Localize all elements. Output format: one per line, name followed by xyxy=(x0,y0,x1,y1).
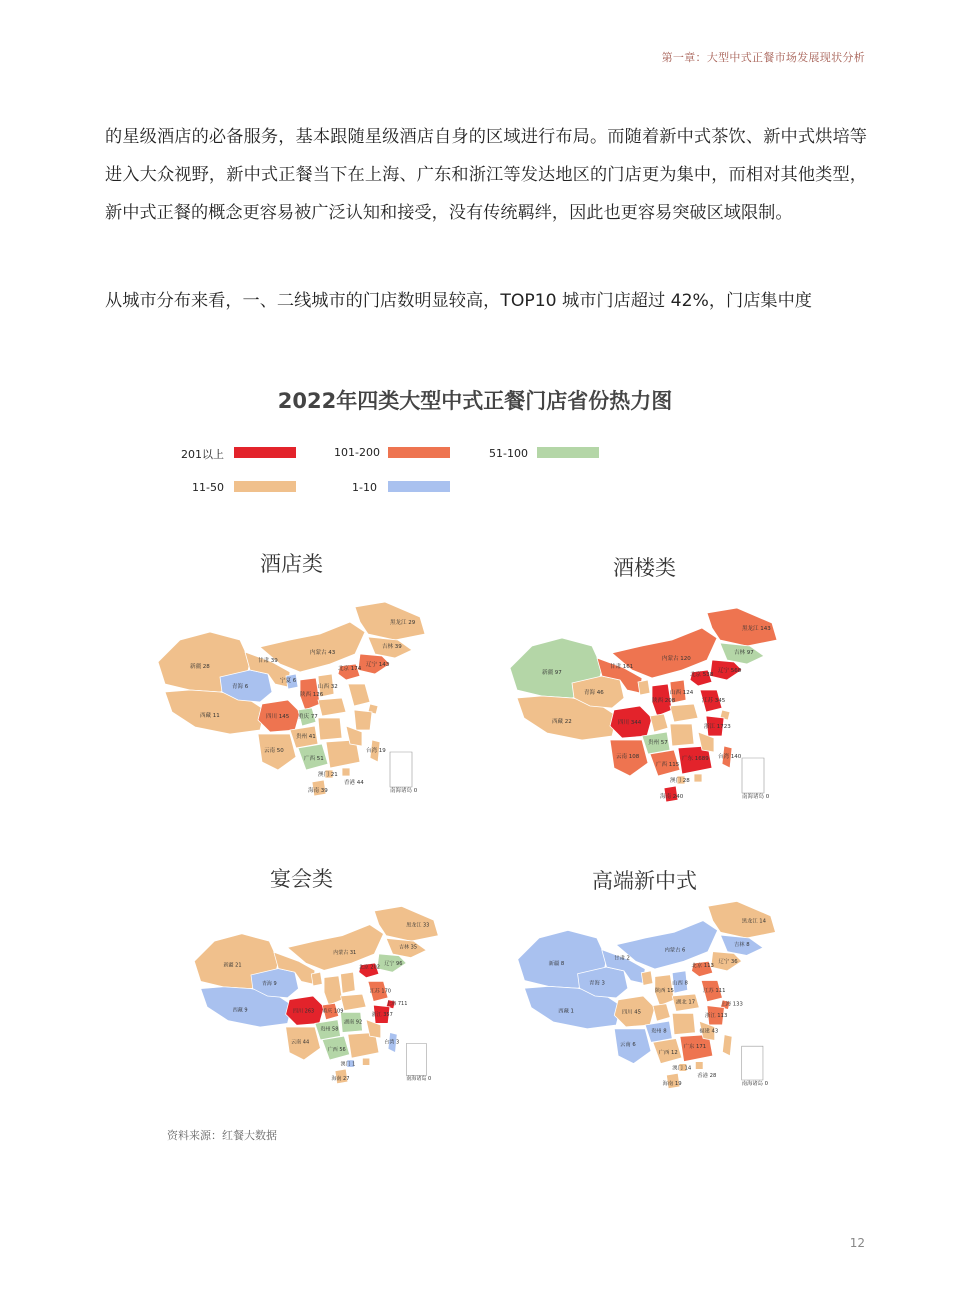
province-label: 西藏 22 xyxy=(552,719,572,725)
legend-swatch-1 xyxy=(388,481,450,492)
legend-label-201: 201以上 xyxy=(181,448,224,461)
province-label: 北京 113 xyxy=(691,963,714,970)
province-label: 澳门 14 xyxy=(672,1065,692,1072)
province-label: 西藏 1 xyxy=(558,1008,574,1015)
province-重庆 xyxy=(650,714,668,732)
province-label: 江苏 111 xyxy=(703,988,726,995)
province-label: 广西 56 xyxy=(327,1046,346,1053)
province-label: 江苏 170 xyxy=(369,988,391,995)
province-label: 云南 6 xyxy=(620,1042,636,1049)
body-paragraph-2: 从城市分布来看，一、二线城市的门店数明显较高，TOP10 城市门店超过 42%，门店集中度 xyxy=(105,291,812,311)
province-label: 辽宁 568 xyxy=(718,668,742,674)
province-label: 青海 6 xyxy=(232,684,249,690)
province-label: 吉林 39 xyxy=(382,644,402,650)
province-label: 甘肃 161 xyxy=(610,664,634,670)
province-label: 贵州 41 xyxy=(296,734,316,740)
province-label: 广西 51 xyxy=(304,756,324,762)
province-label: 广西 115 xyxy=(656,762,680,768)
legend-swatch-201 xyxy=(234,447,296,458)
province-label: 陕西 15 xyxy=(654,988,674,995)
province-浙江 xyxy=(354,710,372,730)
province-label: 四川 145 xyxy=(266,714,290,720)
map-restaurant xyxy=(502,598,792,813)
province-label: 黑龙江 14 xyxy=(741,918,767,925)
province-香港 xyxy=(342,768,350,776)
map-title-banquet: 宴会类 xyxy=(270,867,333,891)
province-label: 吉林 97 xyxy=(734,650,754,656)
legend-swatch-101 xyxy=(388,447,450,458)
province-label: 北京 202 xyxy=(358,964,380,971)
province-重庆 xyxy=(653,1004,670,1021)
province-香港 xyxy=(695,1062,703,1070)
legend-label-1: 1-10 xyxy=(352,481,377,494)
body-paragraph-1: 的星级酒店的必备服务，基本跟随星级酒店自身的区域进行布局。而随着新中式茶饮、新中式烘培等进入大众视野，新中式正餐当下在上海、广东和浙江等发达地区的门店更为集中，而相对其他类型，新中式正餐的概念更容易被广泛认知和接受，没有传统羁绊，因此也更容易突破区域限制。 xyxy=(105,127,867,223)
legend-swatch-11 xyxy=(234,481,296,492)
province-南海诸岛 xyxy=(742,1046,763,1080)
figure-title: 2022年四类大型中式正餐门店省份热力图 xyxy=(277,389,673,413)
map-title-premium: 高端新中式 xyxy=(592,869,697,893)
province-label: 陕西 208 xyxy=(652,698,676,704)
province-label: 广东 1689 xyxy=(682,756,709,762)
province-label: 重庆 109 xyxy=(322,1008,344,1015)
province-label: 上海 711 xyxy=(386,1001,408,1008)
province-label: 福建 43 xyxy=(699,1028,719,1035)
province-label: 广西 12 xyxy=(658,1049,678,1056)
province-label: 甘肃 2 xyxy=(614,955,630,962)
province-label: 黑龙江 33 xyxy=(406,922,430,929)
province-label: 云南 44 xyxy=(291,1039,310,1046)
province-label: 北京 174 xyxy=(338,666,362,672)
province-湖南 xyxy=(672,1013,695,1034)
province-label: 南海诸岛 0 xyxy=(742,794,770,800)
province-南海诸岛 xyxy=(390,752,412,787)
province-label: 四川 344 xyxy=(618,720,642,726)
province-label: 新疆 28 xyxy=(190,664,210,670)
province-label: 台湾 19 xyxy=(366,748,386,754)
province-label: 香港 44 xyxy=(344,780,364,786)
legend-label-51: 51-100 xyxy=(489,447,528,460)
province-label: 海南 19 xyxy=(662,1080,682,1087)
province-南海诸岛 xyxy=(742,758,764,793)
province-湖南 xyxy=(670,724,694,746)
province-湖南 xyxy=(318,718,342,740)
province-label: 四川 263 xyxy=(293,1008,315,1015)
province-label: 重庆 77 xyxy=(298,714,318,720)
province-label: 黑龙江 143 xyxy=(742,626,771,632)
province-南海诸岛 xyxy=(406,1043,426,1075)
province-label: 江苏 345 xyxy=(702,698,726,704)
province-台湾 xyxy=(722,1035,732,1056)
province-label: 上海 133 xyxy=(720,1001,743,1008)
province-label: 云南 50 xyxy=(264,748,284,754)
province-label: 辽宁 143 xyxy=(366,662,390,668)
province-label: 青海 9 xyxy=(261,980,277,987)
province-label: 海南 39 xyxy=(308,788,328,794)
province-label: 新疆 97 xyxy=(542,670,562,676)
province-label: 宁夏 6 xyxy=(280,678,297,684)
province-label: 海南 240 xyxy=(660,794,684,800)
province-label: 台湾 140 xyxy=(718,754,742,760)
province-label: 香港 28 xyxy=(697,1073,717,1080)
legend-label-101: 101-200 xyxy=(334,446,380,459)
province-label: 浙江 1723 xyxy=(704,724,731,730)
province-label: 新疆 8 xyxy=(548,961,565,968)
province-label: 澳门 28 xyxy=(670,778,690,784)
province-label: 内蒙古 43 xyxy=(310,650,336,656)
province-label: 四川 45 xyxy=(622,1009,642,1016)
province-label: 海南 27 xyxy=(331,1076,350,1083)
map-hotel xyxy=(150,592,440,807)
province-label: 甘肃 39 xyxy=(258,658,278,664)
province-湖北 xyxy=(670,704,698,722)
province-label: 北京 538 xyxy=(690,672,714,678)
province-label: 青海 46 xyxy=(584,690,604,696)
province-宁夏 xyxy=(638,680,650,695)
province-label: 澳门 1 xyxy=(340,1061,356,1068)
province-label: 吉林 35 xyxy=(399,944,418,951)
province-label: 青海 3 xyxy=(589,980,605,987)
province-湖北 xyxy=(318,698,346,716)
map-premium xyxy=(510,888,790,1103)
province-江苏 xyxy=(348,684,370,706)
province-label: 浙江 113 xyxy=(705,1013,728,1020)
province-香港 xyxy=(362,1058,369,1065)
province-label: 内蒙古 6 xyxy=(664,947,686,954)
province-陕西 xyxy=(324,976,342,1005)
province-label: 内蒙古 31 xyxy=(333,949,357,956)
page-number: 12 xyxy=(849,1236,865,1250)
legend-label-11: 11-50 xyxy=(192,481,224,494)
map-banquet xyxy=(187,888,452,1103)
province-label: 辽宁 96 xyxy=(384,960,403,967)
province-label: 辽宁 36 xyxy=(718,959,738,966)
province-label: 云南 108 xyxy=(616,754,640,760)
province-label: 南海诸岛 0 xyxy=(390,788,418,794)
source-note: 资料来源：红餐大数据 xyxy=(167,1129,277,1142)
province-label: 吉林 8 xyxy=(734,941,750,948)
province-湖北 xyxy=(341,994,367,1010)
province-label: 黑龙江 29 xyxy=(390,620,416,626)
province-label: 新疆 21 xyxy=(223,962,242,969)
province-label: 澳门 21 xyxy=(318,772,338,778)
province-label: 湖南 92 xyxy=(344,1019,363,1026)
province-label: 内蒙古 120 xyxy=(662,656,691,662)
province-香港 xyxy=(694,774,702,782)
map-title-restaurant: 酒楼类 xyxy=(613,556,676,580)
legend-swatch-51 xyxy=(537,447,599,458)
province-label: 山西 32 xyxy=(318,684,338,690)
province-label: 南海诸岛 0 xyxy=(741,1080,768,1087)
province-宁夏 xyxy=(641,971,653,985)
province-label: 陕西 126 xyxy=(300,692,324,698)
province-label: 贵州 8 xyxy=(650,1028,667,1035)
province-宁夏 xyxy=(311,972,322,986)
province-label: 西藏 11 xyxy=(200,713,220,719)
chapter-header: 第一章：大型中式正餐市场发展现状分析 xyxy=(661,51,865,64)
province-label: 湖北 17 xyxy=(676,999,696,1006)
province-label: 山西 124 xyxy=(670,690,694,696)
province-label: 台湾 3 xyxy=(384,1039,400,1046)
province-label: 浙江 357 xyxy=(371,1012,393,1019)
map-title-hotel: 酒店类 xyxy=(260,552,323,576)
province-label: 南海诸岛 0 xyxy=(406,1076,432,1083)
province-label: 广东 171 xyxy=(683,1044,707,1051)
province-山西 xyxy=(341,972,356,993)
province-label: 西藏 9 xyxy=(232,1007,248,1014)
province-label: 贵州 58 xyxy=(320,1026,339,1033)
province-label: 贵州 57 xyxy=(648,740,668,746)
province-label: 山西 8 xyxy=(672,980,688,987)
